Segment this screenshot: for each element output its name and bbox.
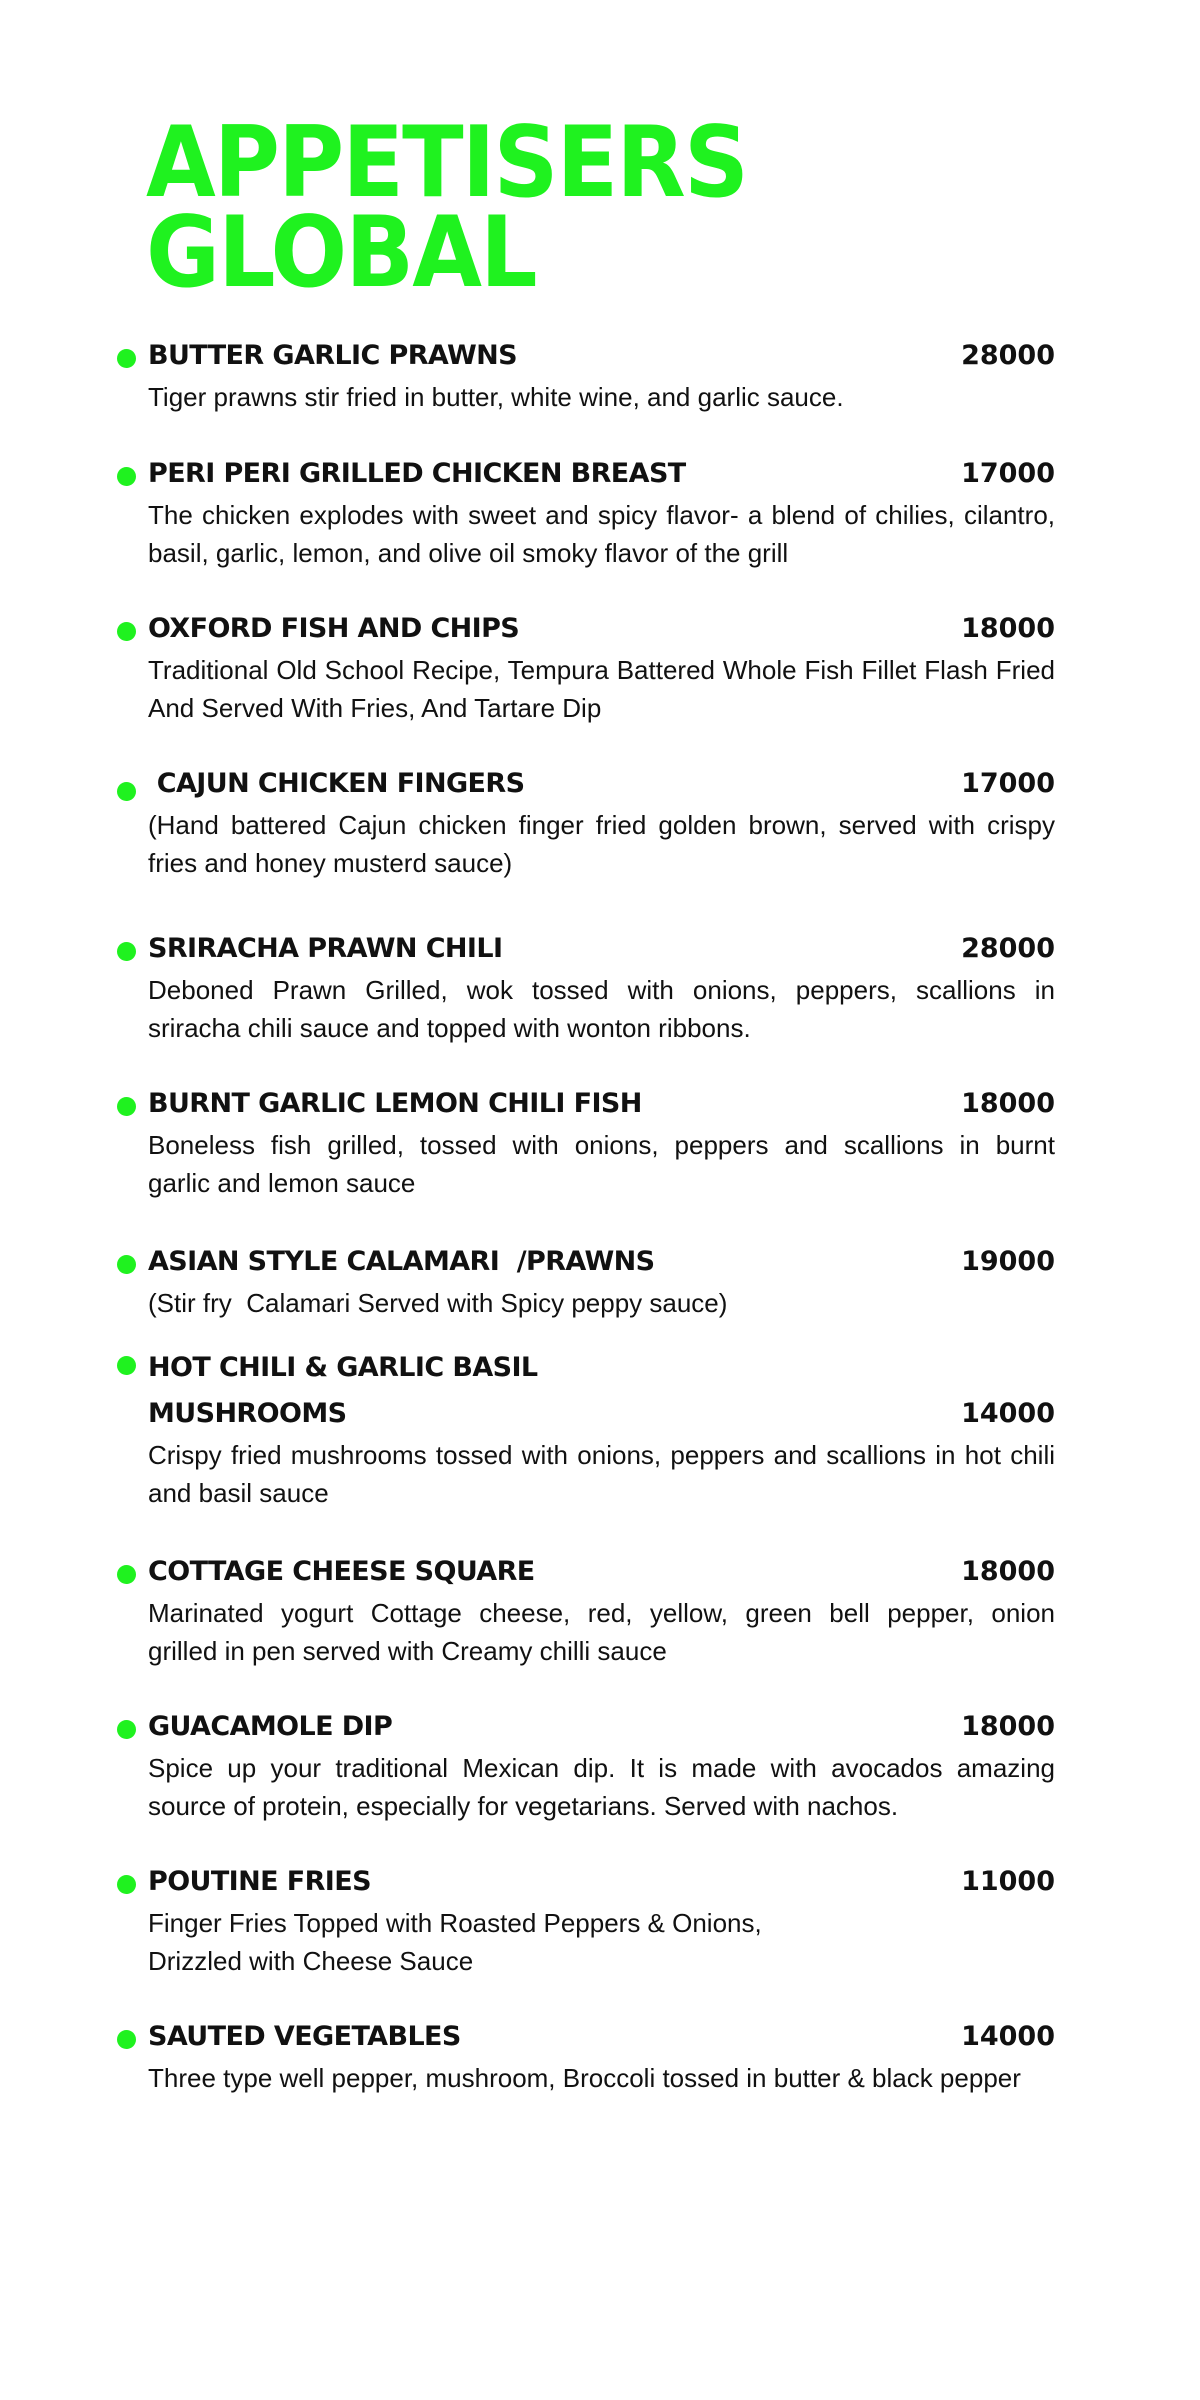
item-name: CAJUN CHICKEN FINGERS [148,768,525,799]
menu-item [0,1244,1200,1322]
menu-item [0,1554,1200,1670]
item-price: 19000 [961,1246,1055,1277]
item-description [148,1284,1055,1322]
description-line: Drizzled with Cheese Sauce [148,1946,474,1976]
item-header [148,1244,1055,1280]
title-line-appetisers: APPETISERS [146,106,748,220]
item-price: 28000 [961,933,1055,964]
item-price: 14000 [961,1398,1055,1429]
item-description [148,1436,1055,1512]
description-line: Traditional Old School Recipe, Tempura Battered Whole Fish Fillet Flash Fried [148,655,1055,685]
description-line: Boneless fish grilled, tossed with onions, peppers and scallions in burnt [148,1130,1055,1160]
menu-item [0,1086,1200,1202]
item-header [148,1350,1055,1432]
item-name: HOT CHILI & GARLIC BASIL [148,1352,538,1383]
menu-item [0,338,1200,416]
item-description [148,971,1055,1047]
menu-section-title [146,106,748,310]
item-header [148,931,1055,967]
bullet-icon [117,349,136,368]
menu-item [0,1709,1200,1825]
item-price: 18000 [961,1088,1055,1119]
description-line: Deboned Prawn Grilled, wok tossed with onions, peppers, scallions in [148,975,1055,1005]
description-line: Marinated yogurt Cottage cheese, red, yellow, green bell pepper, onion [148,1598,1055,1628]
item-name: ASIAN STYLE CALAMARI /PRAWNS [148,1246,655,1277]
description-line: source of protein, especially for vegetarians. Served with nachos. [148,1791,899,1821]
item-price: 17000 [961,458,1055,489]
item-name: SRIRACHA PRAWN CHILI [148,933,503,964]
item-price: 28000 [961,340,1055,371]
menu-item [0,1350,1200,1512]
item-description [148,1749,1055,1825]
description-line: The chicken explodes with sweet and spicy flavor- a blend of chilies, cilantro, [148,500,1055,530]
item-name: BURNT GARLIC LEMON CHILI FISH [148,1088,642,1119]
bullet-icon [117,1255,136,1274]
item-name: BUTTER GARLIC PRAWNS [148,340,517,371]
bullet-icon [117,1356,136,1375]
item-price: 18000 [961,1556,1055,1587]
description-line: Three type well pepper, mushroom, Broccoli tossed in butter & black pepper [148,2063,1021,2093]
bullet-icon [117,467,136,486]
menu-item [0,766,1200,882]
bullet-icon [117,1097,136,1116]
bullet-icon [117,1720,136,1739]
description-line: Tiger prawns stir fried in butter, white wine, and garlic sauce. [148,382,844,412]
menu-item [0,931,1200,1047]
item-header [148,1864,1055,1900]
item-name: SAUTED VEGETABLES [148,2021,461,2052]
item-name: OXFORD FISH AND CHIPS [148,613,520,644]
bullet-icon [117,942,136,961]
description-line: Crispy fried mushrooms tossed with onions, peppers and scallions in hot chili [148,1440,1055,1470]
description-line: grilled in pen served with Creamy chilli sauce [148,1636,667,1666]
description-line: Finger Fries Topped with Roasted Peppers & Onions, [148,1908,762,1938]
description-line: sriracha chili sauce and topped with wonton ribbons. [148,1013,751,1043]
bullet-icon [117,622,136,641]
item-header [148,1554,1055,1590]
item-description [148,1594,1055,1670]
description-line: basil, garlic, lemon, and olive oil smoky flavor of the grill [148,538,789,568]
item-price: 14000 [961,2021,1055,2052]
bullet-icon [117,782,136,801]
item-price: 18000 [961,613,1055,644]
description-line: garlic and lemon sauce [148,1168,416,1198]
item-header [148,1086,1055,1122]
menu-item [0,2019,1200,2097]
item-description [148,2059,1055,2097]
menu-item [0,1864,1200,1980]
bullet-icon [117,1875,136,1894]
item-description [148,1904,1055,1980]
item-name: PERI PERI GRILLED CHICKEN BREAST [148,458,686,489]
item-description [148,496,1055,572]
item-header [148,456,1055,492]
bullet-icon [117,1565,136,1584]
item-description [148,806,1055,882]
bullet-icon [117,2030,136,2049]
item-name: COTTAGE CHEESE SQUARE [148,1556,535,1587]
description-line: (Hand battered Cajun chicken finger fried golden brown, served with crispy [148,810,1055,840]
item-price: 18000 [961,1711,1055,1742]
item-header [148,1709,1055,1745]
item-name: POUTINE FRIES [148,1866,371,1897]
item-header [148,2019,1055,2055]
item-description [148,378,1055,416]
description-line: fries and honey musterd sauce) [148,848,513,878]
item-price: 17000 [961,768,1055,799]
description-line: And Served With Fries, And Tartare Dip [148,693,602,723]
item-name-line2: MUSHROOMS [148,1398,347,1429]
item-description [148,651,1055,727]
menu-item [0,611,1200,727]
item-price: 11000 [961,1866,1055,1897]
item-header [148,766,1055,802]
item-description [148,1126,1055,1202]
description-line: and basil sauce [148,1478,329,1508]
item-header [148,611,1055,647]
description-line: (Stir fry Calamari Served with Spicy peppy sauce) [148,1288,728,1318]
item-header [148,338,1055,374]
menu-item [0,456,1200,572]
title-line-global: GLOBAL [146,196,536,310]
description-line: Spice up your traditional Mexican dip. It is made with avocados amazing [148,1753,1055,1783]
item-name: GUACAMOLE DIP [148,1711,393,1742]
